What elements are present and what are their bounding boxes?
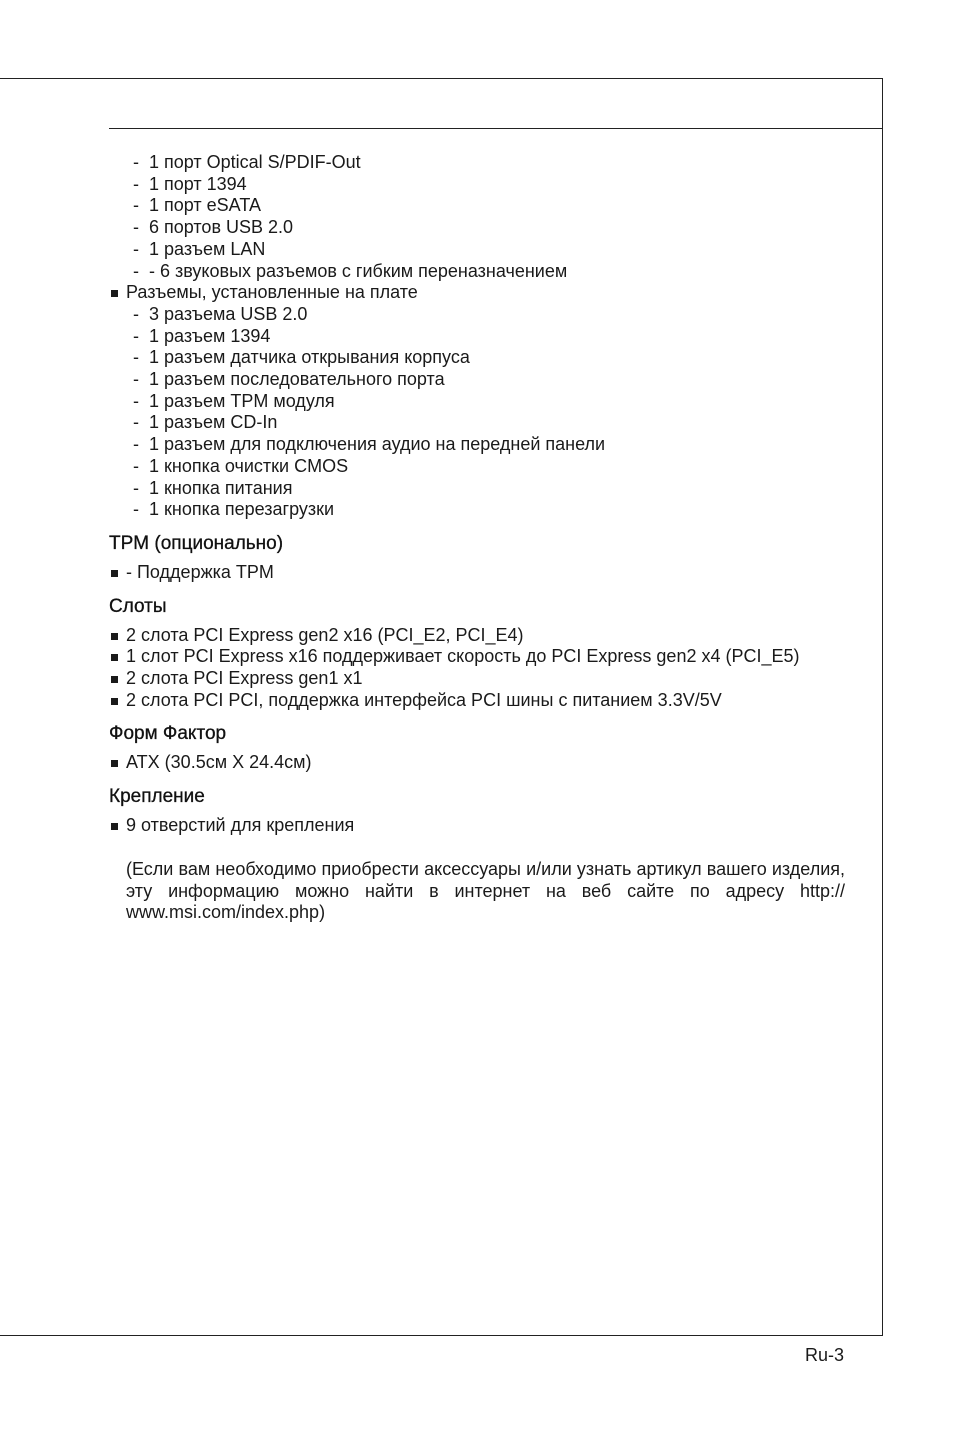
rear-panel-list (109, 152, 845, 282)
list-item: 2 слота PCI Express gen1 x1 (109, 668, 845, 690)
page-number: Ru-3 (804, 1345, 844, 1365)
slots-heading: Слоты (109, 595, 167, 617)
square-bullet-icon (111, 760, 118, 767)
right-margin-rule (882, 78, 883, 1336)
square-bullet-icon (111, 698, 118, 705)
mounting-heading: Крепление (109, 786, 205, 808)
bottom-rule (0, 1335, 883, 1336)
square-bullet-icon (111, 676, 118, 683)
list-item: - Поддержка TPM (109, 562, 845, 584)
square-bullet-icon (111, 654, 118, 661)
list-item: 9 отверстий для крепления (109, 815, 845, 837)
top-rule (0, 78, 883, 79)
tpm-heading: TPM (опционально) (109, 532, 284, 554)
list-item: - 1 разъем LAN (133, 238, 266, 259)
page-content (109, 152, 845, 924)
square-bullet-icon (111, 290, 118, 297)
list-item: - 3 разъема USB 2.0 (133, 303, 308, 324)
accessories-note: (Если вам необходимо приобрести аксессуары и/или узнать артикул вашего изделия, эту информацию можно найти в интернет на веб сайте по адресу http:// www.msi.com/index.php) (126, 858, 845, 923)
list-item: - 1 порт 1394 (133, 173, 247, 194)
list-item: - 1 порт Optical S/PDIF-Out (133, 152, 361, 172)
list-item: - 1 разъем TPM модуля (133, 390, 335, 411)
list-item: 2 слота PCI PCI, поддержка интерфейса PCI шины с питанием 3.3V/5V (109, 690, 845, 712)
list-item: - 1 разъем 1394 (133, 325, 271, 346)
list-item: - 1 кнопка перезагрузки (133, 499, 335, 520)
list-item: ATX (30.5см X 24.4см) (109, 752, 845, 774)
square-bullet-icon (111, 570, 118, 577)
list-item: - - 6 звуковых разъемов с гибким переназначением (133, 260, 568, 281)
list-item: - 1 разъем CD-In (133, 412, 278, 433)
square-bullet-icon (111, 823, 118, 830)
list-item: - 1 порт eSATA (133, 195, 261, 216)
list-item: 1 слот PCI Express x16 поддерживает скорость до PCI Express gen2 x4 (PCI_E5) (109, 646, 845, 668)
square-bullet-icon (111, 633, 118, 640)
onboard-connectors-title: Разъемы, установленные на плате (109, 282, 845, 304)
list-item: - 1 кнопка питания (133, 477, 293, 498)
form-factor-heading: Форм Фактор (109, 723, 227, 745)
onboard-connectors-list (109, 304, 845, 521)
list-item: - 1 кнопка очистки CMOS (133, 455, 349, 476)
header-rule (109, 128, 883, 129)
list-item: 2 слота PCI Express gen2 x16 (PCI_E2, PCI_E4) (109, 625, 845, 647)
list-item: - 1 разъем последовательного порта (133, 369, 445, 390)
list-item: - 1 разъем датчика открывания корпуса (133, 347, 470, 368)
list-item: - 1 разъем для подключения аудио на передней панели (133, 434, 606, 455)
list-item: - 6 портов USB 2.0 (133, 217, 294, 238)
